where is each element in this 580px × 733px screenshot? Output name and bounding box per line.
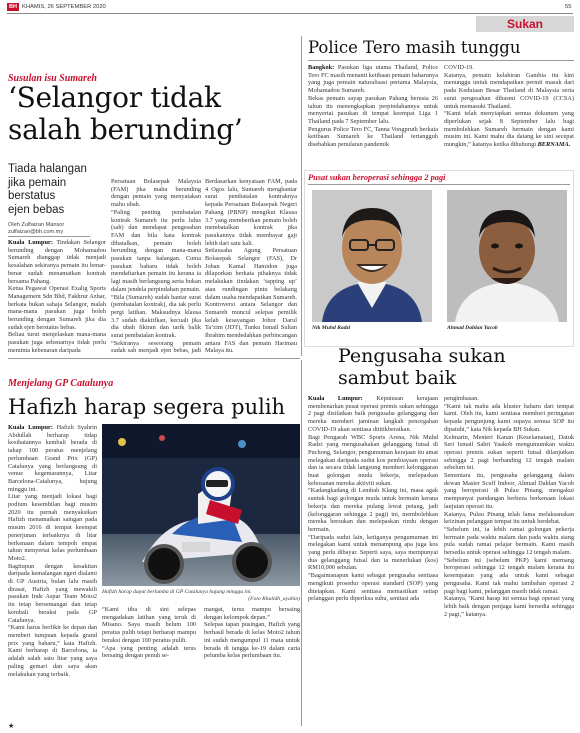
header-rule — [7, 13, 573, 14]
caption-left: Nik Muhd Radzi — [312, 325, 351, 331]
article1-byline — [8, 222, 90, 236]
article4-col3: mangat, terus mampu bersaing dengan kelompok depan.” Selepas tapan pusingan, Hafizh yang berhasil berada di kelas Moto2 tahun ini sudah mengumpul 11 mata untuk berada di tangga ke-19 dalam carta pelumba kelas perlumbaan itu. — [204, 606, 300, 660]
article3-col1-text: Keputusan kerajaan membenarkan pusat operasi premis sukan sehingga 2 pagi disifatkan baik pengusaha gelanggang dan mereka memberi jaminan langkah pencegahan COVID-19 akan sentiasa dititikberatkan. Bagi Pengarah WBC Sports Arena, Nik Muhd Radzi yang mengusahakan gelanggang futsal di Puchong, Selangor, pengumuman kerajaan itu amat melegakan daripada sudut kos pembiayaan operasi dan ia secara tidak langsung memberi kelonggaran buat golongan muda bekerja, melepaskan kebosanan mereka aktiviti sukan. “Kadangkadang di Lembah Klang ini, masa agak suntuk bagi golongan muda untuk bermain kerana bekerja dan mereka pulang lewat petang, jadi (kelonggaran sehingga 2 pagi) ini, membolehkan mereka bersukan dan melepaskan rindu dengan bermain. “Daripada sudut lain, ketiganya pengumuman ini melegakan kami untuk menampung apa juga kos yang perlu dibayar. Seperti saya, saya mempunyai dua gelanggang futsal dan ia menerlukan (kos) RM10,000 sebulan. “Bagaimanapun kami sebagai pengusaha sentiasa mengikuti prosedur operasi standard (SOP) yang ditetapkan. Kami sentiasa memastikan setiap pelanggan perlu diperiksa suhu, senitasi ada — [308, 395, 438, 603]
column-rule — [301, 36, 302, 356]
byline-email: zulfaizan@bh.com.my — [8, 228, 64, 235]
dateline: KHAMIS, 26 SEPTEMBER 2020 — [22, 4, 106, 10]
article1-deck — [8, 163, 90, 217]
feature-title: Pusat sukan beroperasi sehingga 2 pagi — [308, 173, 446, 182]
dateline-lead: Kuala Lumpur: — [8, 424, 53, 431]
caption-right: Ahmad Dahlan Yacob — [447, 325, 498, 331]
article3-col2: pengimbasan. “Kami tak mahu ada kluster baharu dari tempat kami. Oleh itu, kami sentiasa memberi peringatan kepada pengunjung kami supaya semua SOP itu dipatuhi,” kata Nik kepada BH Sukan. Kelmarin, Menteri Kanan (Keselamatan), Datuk Seri Ismail Sabri Yaakob mengumumkan waktu operasi premis sukan seperti futsal dilanjutkan sehingga 2 pagi berbanding 12 tengah malam sebelum ini. Sementara itu, pengusaha gelanggang dalam dewan Master Scuff Indoor, Ahmad Dahlan Yacob yang beroperasi di Pulau Pinang, mengakui mempunyai pandangan berbeza berkenaan lokasi lanjutan operasi itu. Katanya, Pulau Pinang telah lama melaksanakan keizinan pelanggan tempat itu untuk berdebat. “Sebelum ini, ia lebih ramai golongan pekerja bermain pada waktu malam dan pada waktu siang pula sudah ramai pelajar bermain. Kami masih bersedia untuk operasi sehingga 12 tengah malam. “Sebelum ini (sebelum PKP) kami memang beroperasi sehingga 12 tengah malam kerana itu kesempatan yang ada untuk kami sebagai pengusaha. Kami tak mahu tambahan operasi 2 pagi bagi kami, pelanggan masih tidak ramai. Katanya, ‘Kami harap ini semua bagi operasi yang lebih baik dengan penjaga kami bersedia sehingga 2 pagi,” katanya. — [444, 395, 574, 618]
article1-col3: Berdasarkan kenyataan FAM, pada 4 Ogos lalu, Sumareh menghantar surat pembatalan kontraknya kepada Persatuan Bolasepak Negeri Pahang (PBNP) mengikut Klausa 3.7 yang memberikan pemain boleh membatalkan kontrak jika pasukannya tidak membayar gaji lebih dari satu kali. Setiausaha Agung Persatuan Bolasepak Selangor (FAS), Dr Johan Kamal Hamidon juga dilaporkan berkata pihaknya tidak melakukan tindakan ‘tapping up’ atau rundingan pintu belakang dalam usaha mendapatkan Sumareh. Kontroversi antara Selangor dan Sumareh muncul selepas pemilik kelab kesayangan Johor Darul Ta’zim (JDT), Tunku Ismail Sultan Ibrahim mendedahkan perbincangan antara FAS dan pemain Harimau Malaya itu. — [205, 178, 297, 354]
motorcycle-rider-illustration — [102, 424, 300, 586]
portrait-illustration — [312, 190, 432, 322]
article4-col1 — [8, 424, 97, 726]
article4-col2: “Kami tiba di sini selepas mengadakan latihan yang teruk di Misano. Saya masih belum 100 peratus pulih tetapi berharap mampu beraksi dengan 100 peratus pulih. “Apa yang penting adalah terus bersaing dengan penuh se- — [102, 606, 196, 660]
deck-line: jika pemain — [8, 176, 67, 189]
article1-col1 — [8, 239, 106, 354]
section-label: Sukan — [476, 16, 574, 32]
article3-headline-line1: Pengusaha sukan — [338, 345, 506, 367]
article1-headline — [8, 82, 243, 146]
page-number: 55 — [565, 4, 572, 10]
article3-col1 — [308, 395, 438, 725]
article3-headline-line2: sambut baik — [338, 367, 457, 389]
dateline-lead: Bangkok: — [308, 64, 335, 71]
headline-rule — [308, 60, 574, 61]
feature-rule — [308, 184, 570, 185]
article4-headline: Hafizh harap segera pulih — [8, 395, 286, 419]
end-mark: ★ — [8, 722, 15, 730]
article3-headline — [338, 345, 506, 389]
dateline-lead: Kuala Lumpur: — [308, 395, 363, 402]
article1-col2: Persatuan Bolasepak Malaysia (FAM) jika mahu berunding dengan pemain yang menyatakan mahu ubah. “Paling penting pembatalan kontrak Sumareh itu perlu lulus (sah) dan mendapat pengesahan FAM dan bila kata kontrak dibatalkan, pemain boleh berunding dengan mana-mana pasukan tanpa halangan. Cuma pasukan baharu tidak boleh mendaftarkan pemain itu kerana ia lagi masih berlangsung serta bukan dalam jendela perpindahan pemain. “Bila (Sumareh) sudah hantar surat (pembatalan kontrak), dia tak perlu pergi latihan. Maksudnya klausa 3.7 sudah diaktifkan, kecuali jika dia ubah fikiran dan tarik balik surat pembatalan kontrak. “Sekiranya seseorang pemain sudah sah menjadi ejen bebas, jadi — [111, 178, 201, 354]
article2-col1-text: Pasukan liga utama Thailand, Police Tero FC masih menanti ketibaan pemain baharunya yang juga pemain naturalisasi pertama Malaysia, Mohamadou Sumareh. Bekas pemain sayap pasukan Pahang berusia 26 tahun itu menengkapkan perpindahannya untuk menyertai pasukan di tempat keempat Liga 1 Thailand pada 7 September lalu. Pengurus Police Tero FC, Tanna Vongpruth berkata ketibaan Sumareh ke Thailand tertangguh disebabkan penularan pandemik — [308, 64, 438, 149]
deck-line: berstatus — [8, 190, 56, 202]
article1-col1-text: Tindakan Selangor berunding dengan Mohamadou Sumareh dianggap tidak menjadi kesalahan sekiranya pemain itu benar-benar sudah menamatkan kontrak bersama Pahang. Ketua Pegawai Operasi Exalig Sports Management Sdn Bhd, Fakhrur Azhar, berkata bukan sahaja Selangor, malah mana-mana pasukan juga boleh berunding dengan Sumareh jika dia sudah ejen berstatus bebas. Beliau turut menjelaskan mana-mana pasukan juga sebenarnya tidak perlu meminta kebenaran daripada — [8, 239, 106, 354]
portrait-nik-muhd-radzi — [312, 190, 432, 322]
article2-col1 — [308, 64, 438, 160]
byline-name: Oleh Zulfaizan Mansor — [8, 222, 65, 228]
article1-kicker: Susulan isu Sumareh — [8, 73, 97, 84]
dateline-lead: Kuala Lumpur: — [8, 239, 53, 246]
caption-text: Hafizh harap dapat berlumba di GP Catalunya hujung minggu ini. — [102, 589, 252, 595]
article2-col2 — [444, 64, 574, 160]
deck-line: ejen bebas — [8, 203, 65, 216]
article1-headline-line2: salah berunding’ — [8, 113, 243, 146]
photo-caption — [102, 589, 300, 595]
article1-headline-line1: ‘Selangor tidak — [8, 81, 221, 114]
portrait-illustration — [447, 190, 567, 322]
byline-rule — [8, 236, 90, 237]
bh-logo: BH — [7, 3, 19, 11]
column-rule — [301, 360, 302, 726]
news-agency: BERNAMA. — [537, 141, 571, 149]
deck-line: Tiada halangan — [8, 163, 87, 175]
photo-credit: (Foto Khalidh_ayahin) — [248, 596, 300, 602]
race-photo — [102, 424, 300, 586]
section-rule — [8, 358, 300, 359]
article2-col2-text: COVID-19. Katanya, pemain kelahiran Gambia itu kini menunggu untuk mendapatkan permit masuk dari pada Kedutaan Besar Thailand di Malaysia serta surat pengesahan dibasmi COVID-19 (CCSA) untuk memasuki Thailand. “Kami telah menyiapkan semua dokumen yang diperlukan sejak 8 September lalu bagi membolehkan Sumareh bermain dengan kami musim ini. Kami mahu dia datang ke sini secepat mungkin,” katanya ketika dihubungi — [444, 64, 574, 149]
article4-kicker: Menjelang GP Catalunya — [8, 378, 114, 389]
article2-headline: Police Tero masih tunggu — [308, 38, 521, 57]
article4-col1-text: Hafizh Syahrin Abdullah berharap tidap kesihatannya kembali berada di tahap 100 peratus menjelang perlumbaan Grand Prix (GP) Catalunya yang berlangsung di venue kegemarannya, Litar Barcelona-Catalunya, hujung minggu ini. Litar yang menjadi lokasi bagi podium kesembilan bagi musim 2020 itu pernah menyaksikan Hafizh menamatkan saingan pada musim 2016 di tempat keempat penerjunan terbaiknya di litar berkenaan dalam tempoh empat tahun menyertai kelas perlumbaan Moto2. Bagitupun dengan kesakitan daripada kemalangan ngeri dialami di GP Austria, bulan lalu masih dirasai, Hafizh yang mewakili pasukan Inde Aspar Team Moto2 itu tetap bersemangat dan tetap kembali beraksi pada GP Catalunya. “Kami harus berfikir ke depan dan memberi tumpuan kepada grand prix yang baharu,” kata Hafizh. Kami berharap di Barcelona, ia adalah salah satu litar yang saya paling gemari dan saya akan melakukan yang terbaik. — [8, 424, 97, 678]
portrait-ahmad-dahlan-yacob — [447, 190, 567, 322]
